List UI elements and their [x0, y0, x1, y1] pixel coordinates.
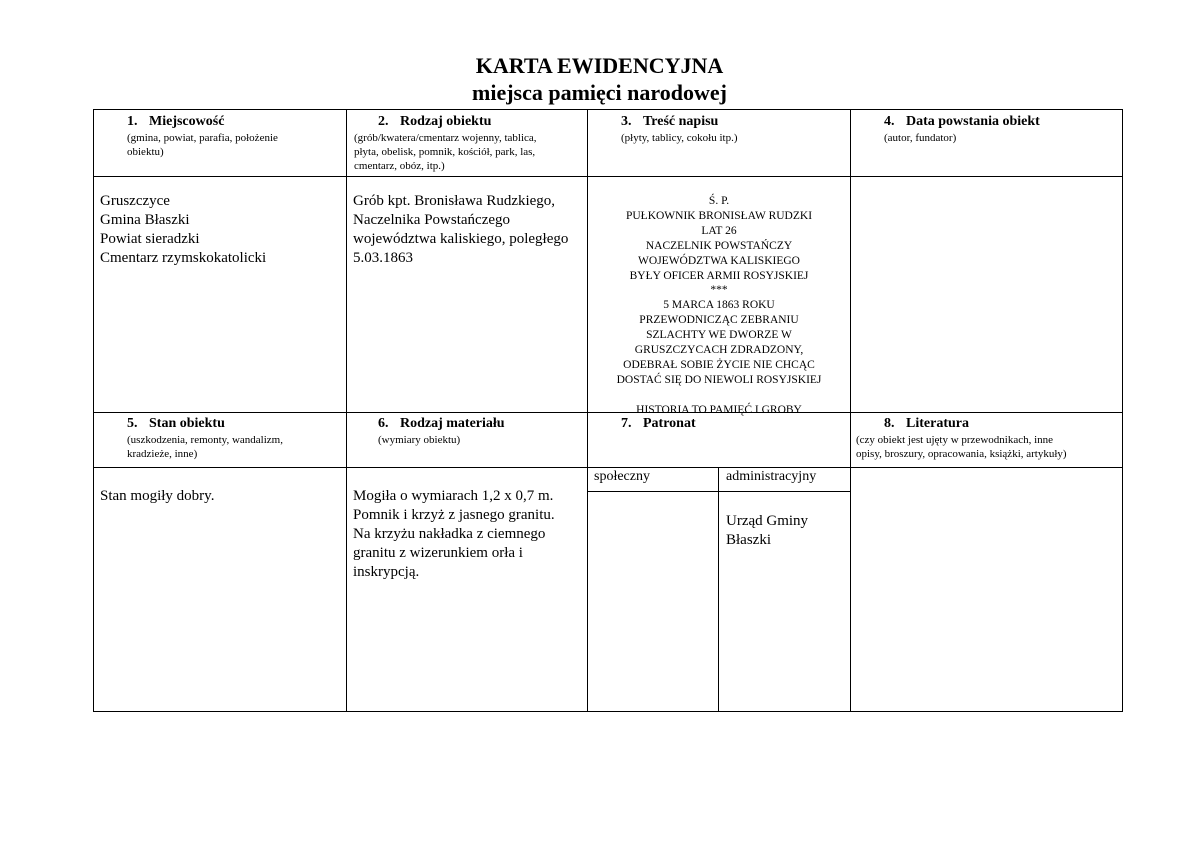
text-line: Mogiła o wymiarach 1,2 x 0,7 m.: [353, 488, 554, 504]
text-line: Cmentarz rzymskokatolicki: [100, 250, 267, 266]
text-line: Błaszki: [726, 532, 771, 548]
title-line-2: miejsca pamięci narodowej: [472, 80, 727, 105]
header-data-powstania: 4. Data powstania obiekt (autor, fundator): [884, 114, 1119, 145]
value-tresc-napisu: [588, 194, 850, 418]
header-subtitle: opisy, broszury, opracowania, książki, artykuły): [856, 448, 1067, 460]
column-divider-3: [850, 110, 851, 711]
text-line: granitu z wizerunkiem orła i: [353, 545, 523, 561]
row-divider-1: [94, 176, 1122, 177]
header-title: Stan obiektu: [149, 416, 225, 431]
header-subtitle: (autor, fundator): [884, 132, 957, 144]
text-line: 5.03.1863: [353, 250, 413, 266]
header-title: Rodzaj obiektu: [400, 114, 492, 129]
title-line-1: KARTA EWIDENCYJNA: [475, 53, 724, 78]
header-subtitle: (gmina, powiat, parafia, położenie: [127, 132, 278, 144]
header-title: Literatura: [906, 416, 969, 431]
document-title: [0, 52, 1199, 106]
header-subtitle: płyta, obelisk, pomnik, kościół, park, las,: [354, 146, 536, 158]
header-subtitle: (uszkodzenia, remonty, wandalizm,: [127, 434, 283, 446]
inscription-line: HISTORIA TO PAMIĘĆ I GROBY: [636, 403, 802, 416]
text-line: Na krzyżu nakładka z ciemnego: [353, 526, 546, 542]
header-title: Patronat: [643, 416, 696, 431]
header-subtitle: (czy obiekt jest ujęty w przewodnikach, inne: [856, 434, 1054, 446]
header-rodzaj-materialu: 6. Rodzaj materiału (wymiary obiektu): [378, 416, 583, 447]
value-patronat-administracyjny: [726, 512, 808, 550]
text-line: Pomnik i krzyż z jasnego granitu.: [353, 507, 555, 523]
header-miejscowosc: 1. Miejscowość (gmina, powiat, parafia, położenie obiektu): [127, 114, 342, 159]
patronat-header-divider: [587, 491, 850, 492]
text-line: Stan mogiły dobry.: [100, 488, 215, 504]
header-title: Data powstania obiekt: [906, 114, 1040, 129]
header-tresc-napisu: 3. Treść napisu (płyty, tablicy, cokołu itp.): [621, 114, 846, 145]
header-subtitle: cmentarz, obóz, itp.): [354, 160, 445, 172]
inscription-line: ***: [710, 284, 728, 297]
inscription-line: GRUSZCZYCACH ZDRADZONY,: [634, 344, 804, 357]
header-stan-obiektu: 5. Stan obiektu (uszkodzenia, remonty, wandalizm, kradzieże, inne): [127, 416, 342, 461]
column-divider-1: [346, 110, 347, 711]
text-line: inskrypcją.: [353, 564, 420, 580]
header-title: Miejscowość: [149, 114, 225, 129]
patronat-spoleczny-label: społeczny: [594, 469, 650, 484]
inscription-line: SZLACHTY WE DWORZE W: [646, 329, 792, 342]
header-subtitle: kradzieże, inne): [127, 448, 198, 460]
header-subtitle: obiektu): [127, 146, 164, 158]
inscription-line: DOSTAĆ SIĘ DO NIEWOLI ROSYJSKIEJ: [616, 373, 822, 386]
inscription-line: [588, 388, 850, 403]
record-card-table: [93, 109, 1123, 712]
value-miejscowosc: [100, 192, 266, 268]
header-rodzaj-obiektu: 2. Rodzaj obiektu (grób/kwatera/cmentarz wojenny, tablica, płyta, obelisk, pomnik, kościół, park, las, cmentarz, obóz, itp.): [378, 114, 583, 173]
inscription-line: 5 MARCA 1863 ROKU: [663, 299, 775, 312]
patronat-administracyjny-label: administracyjny: [726, 469, 817, 484]
header-title: Treść napisu: [643, 114, 719, 129]
text-line: Powiat sieradzki: [100, 231, 200, 247]
text-line: Naczelnika Powstańczego: [353, 212, 511, 228]
value-rodzaj-obiektu: [353, 192, 568, 268]
header-subtitle: (wymiary obiektu): [378, 434, 461, 446]
text-line: Gruszczyce: [100, 193, 170, 209]
inscription-line: PUŁKOWNIK BRONISŁAW RUDZKI: [625, 209, 813, 222]
header-patronat: 7. Patronat: [621, 416, 696, 431]
inscription-line: WOJEWÓDZTWA KALISKIEGO: [638, 254, 800, 267]
header-subtitle: (płyty, tablicy, cokołu itp.): [621, 132, 738, 144]
inscription-line: PRZEWODNICZĄC ZEBRANIU: [639, 314, 799, 327]
text-line: Gmina Błaszki: [100, 212, 190, 228]
value-rodzaj-materialu: [353, 487, 555, 582]
text-line: województwa kaliskiego, poległego: [353, 231, 569, 247]
inscription-line: ODEBRAŁ SOBIE ŻYCIE NIE CHCĄC: [623, 358, 815, 371]
header-literatura: 8. Literatura (czy obiekt jest ujęty w przewodnikach, inne opisy, broszury, opracowania, książki, artykuły): [856, 416, 1118, 461]
inscription-line: NACZELNIK POWSTAŃCZY: [645, 239, 793, 252]
inscription-line: BYŁY OFICER ARMII ROSYJSKIEJ: [629, 269, 809, 282]
value-stan-obiektu: [100, 487, 214, 506]
inscription-line: LAT 26: [701, 224, 737, 237]
inscription-line: Ś. P.: [708, 195, 730, 207]
header-subtitle: (grób/kwatera/cmentarz wojenny, tablica,: [354, 132, 537, 144]
patronat-divider: [718, 467, 719, 711]
header-title: Rodzaj materiału: [400, 416, 505, 431]
text-line: Grób kpt. Bronisława Rudzkiego,: [353, 193, 556, 209]
text-line: Urząd Gminy: [726, 513, 809, 529]
